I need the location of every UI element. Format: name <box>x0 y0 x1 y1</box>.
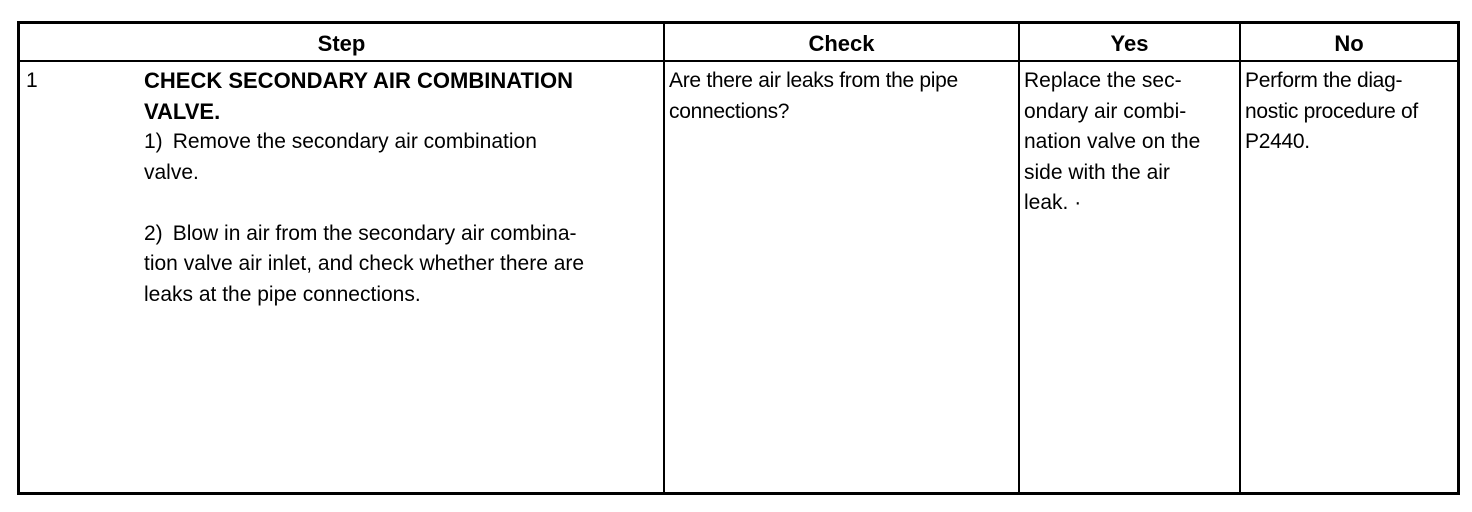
substep-1-line-2: valve. <box>144 160 199 184</box>
substep-1-text: Remove the secondary air combination <box>172 130 537 153</box>
diagnostic-table <box>17 21 1460 495</box>
yes-line-5: leak. · <box>1024 191 1082 214</box>
substep-2-line-1 <box>144 219 664 250</box>
step-number: 1 <box>26 69 38 92</box>
no-line-1: Perform the diag- <box>1245 69 1403 92</box>
substep-spacer <box>144 188 664 219</box>
header-check: Check <box>808 31 875 56</box>
no-text <box>1245 66 1459 158</box>
no-line-2: nostic procedure of <box>1245 99 1418 123</box>
yes-line-3: nation valve on the <box>1024 130 1201 153</box>
yes-line-2: ondary air combi- <box>1024 99 1187 123</box>
substep-2-number: 2) <box>144 221 163 245</box>
check-line-2: connections? <box>669 99 790 123</box>
step-title-line-1: CHECK SECONDARY AIR COMBINATION <box>144 68 574 93</box>
step-description <box>144 66 664 310</box>
substep-1-line-1 <box>144 127 664 158</box>
yes-line-1: Replace the sec- <box>1024 69 1182 92</box>
substep-2-line-2: tion valve air inlet, and check whether there are <box>144 252 585 275</box>
header-divider <box>20 60 1457 62</box>
yes-line-4: side with the air <box>1024 160 1170 184</box>
check-text <box>669 66 1019 127</box>
substep-2-text: Blow in air from the secondary air combina- <box>172 221 577 245</box>
substep-1-number: 1) <box>144 130 163 153</box>
substep-2-line-3: leaks at the pipe connections. <box>144 282 421 306</box>
header-step: Step <box>317 31 366 56</box>
step-title-line-2: VALVE. <box>144 98 221 124</box>
no-line-3: P2440. <box>1245 130 1310 153</box>
header-yes: Yes <box>1110 31 1149 56</box>
check-line-1: Are there air leaks from the pipe <box>669 69 958 92</box>
header-no: No <box>1334 31 1364 56</box>
column-divider-yes-no <box>1239 24 1241 492</box>
yes-text <box>1024 66 1238 219</box>
